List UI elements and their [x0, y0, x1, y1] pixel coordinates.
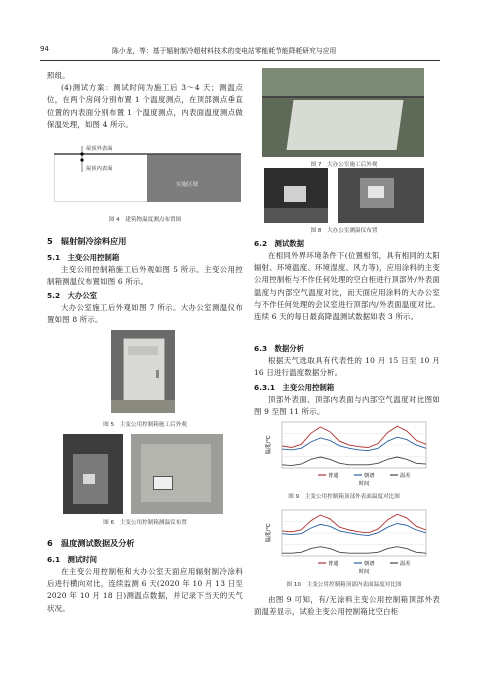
- section-6-3-title: 6.3 数据分析: [254, 344, 305, 353]
- figure-7-caption: 图 7 大办公室施工后外观: [310, 162, 378, 168]
- figure-5-caption: 图 5 主变公用控制箱施工后外观: [103, 422, 187, 428]
- section-5-2-text: 大办公室施工后外观如图 7 所示。大办公室测温仪布置如图 8 所示。: [47, 303, 243, 325]
- test-plan-paragraph: (4)测试方案：测试时间为施工后 3～4 天；测温点位，在两个房间分别布置 1 个温度测点，在顶部测点垂直位置的内表面分别布置 1 个温度测点，内表面温度测点做保温处理，如图 4 所示。: [47, 83, 243, 129]
- section-6-title: 6 温度测试数据及分析: [47, 538, 135, 548]
- figure-9-caption: 图 9 主变公用控制箱顶部外表面温度对比图: [288, 494, 400, 500]
- label-roof-inner: 屋顶内表面: [86, 166, 113, 172]
- x-axis-label: 时间: [358, 569, 370, 575]
- section-6-1-text: 在主变公用控制柜和大办公室天面应用辐射制冷涂料后进行横向对比，连续监测 6 天(2020 年 10 月 13 日至 2020 年 10 月 18 日)测温点数据，并记录下当天的天气状况。: [47, 567, 243, 613]
- section-5-title: 5 辐射制冷涂料应用: [47, 236, 127, 246]
- header-rule: [40, 60, 440, 61]
- legend-label-1: 朝谱: [364, 473, 375, 479]
- final-paragraph: 由图 9 可知，有/无涂料主变公用控制箱顶部外表面温差显示，试验主变公用控制箱比空白柜: [254, 595, 440, 617]
- section-5-2-title: 5.2 大办公室: [47, 291, 98, 300]
- figure-4-caption: 图 4 建筑物温度测点布置图: [108, 217, 182, 223]
- y-axis-label: 温度/℃: [266, 523, 272, 543]
- running-title: 陈小龙，等：基于辐射制冷超材料技术的变电站零能耗节能降耗研究与应用: [112, 47, 337, 55]
- legend-label-0: 普通: [328, 473, 339, 479]
- section-5-1-text: 主变公用控制箱施工后外观如图 5 所示。主变公用控制箱测温仪布置如图 6 所示。: [47, 265, 243, 287]
- x-axis-label: 时间: [358, 481, 370, 487]
- figure-5-photo: [111, 330, 175, 413]
- figure-10-chart: [262, 506, 432, 576]
- section-5-1-title: 5.1 主变公用控制箱: [47, 253, 120, 262]
- figure-6-caption: 图 6 主变公用控制箱测温仪布置: [103, 520, 187, 526]
- section-6-2-title: 6.2 测试数据: [254, 239, 305, 248]
- section-6-3-1-text: 顶部外表面、顶部内表面与内部空气温度对比图如图 9 至图 11 所示。: [254, 395, 440, 417]
- figure-9-svg: [262, 418, 432, 488]
- section-6-3-text: 根据天气选取具有代表性的 10 月 15 日至 10 月 16 日进行温度数据分析。: [254, 356, 440, 378]
- figure-6-photo-left: [63, 434, 123, 514]
- figure-10-caption: 图 10 主变公用控制箱顶部内表面温度对比图: [286, 582, 402, 588]
- figure-4: [54, 146, 241, 202]
- figure-4-diagram: [54, 146, 241, 202]
- figure-8-photo-right: [338, 168, 424, 223]
- label-roof-outer: 屋顶外表面: [86, 146, 113, 152]
- left-column: [47, 70, 243, 131]
- intro-paragraph: 照组。: [47, 71, 70, 80]
- legend-label-2: 温差: [400, 561, 411, 567]
- label-implementation-area: 实施区域: [176, 182, 199, 188]
- figure-8-caption: 图 8 大办公室测温仪布置: [310, 228, 378, 234]
- figure-8-photo-left: [264, 168, 328, 223]
- section-6-3-1-title: 6.3.1 主变公用控制箱: [254, 383, 335, 392]
- section-6-1-title: 6.1 测试时间: [47, 555, 98, 564]
- figure-9-chart: [262, 418, 432, 488]
- y-axis-label: 温度/℃: [266, 435, 272, 455]
- figure-10-svg: [262, 506, 432, 576]
- legend-label-1: 朝谱: [364, 561, 375, 567]
- page-number: 94: [40, 45, 49, 53]
- figure-6-photo-right: [131, 434, 223, 514]
- legend-label-0: 普通: [328, 561, 339, 567]
- legend-label-2: 温差: [400, 473, 411, 479]
- figure-7-photo: [262, 68, 424, 157]
- section-6-2-text: 在相同外界环境条件下(位置相邻，具有相同的太阳辐射、环境温度、环境湿度、风力等)，应用涂料的主变公用控制柜与不作任何处理的空白柜进行顶部外/外表面温度与内部空气温度对比，而天面应用涂料的大办公室与不作任何处理的会议室进行顶部内/外表面温度对比。连续 6 天的每日最高降温测试数据如表 3 所示。: [254, 251, 440, 322]
